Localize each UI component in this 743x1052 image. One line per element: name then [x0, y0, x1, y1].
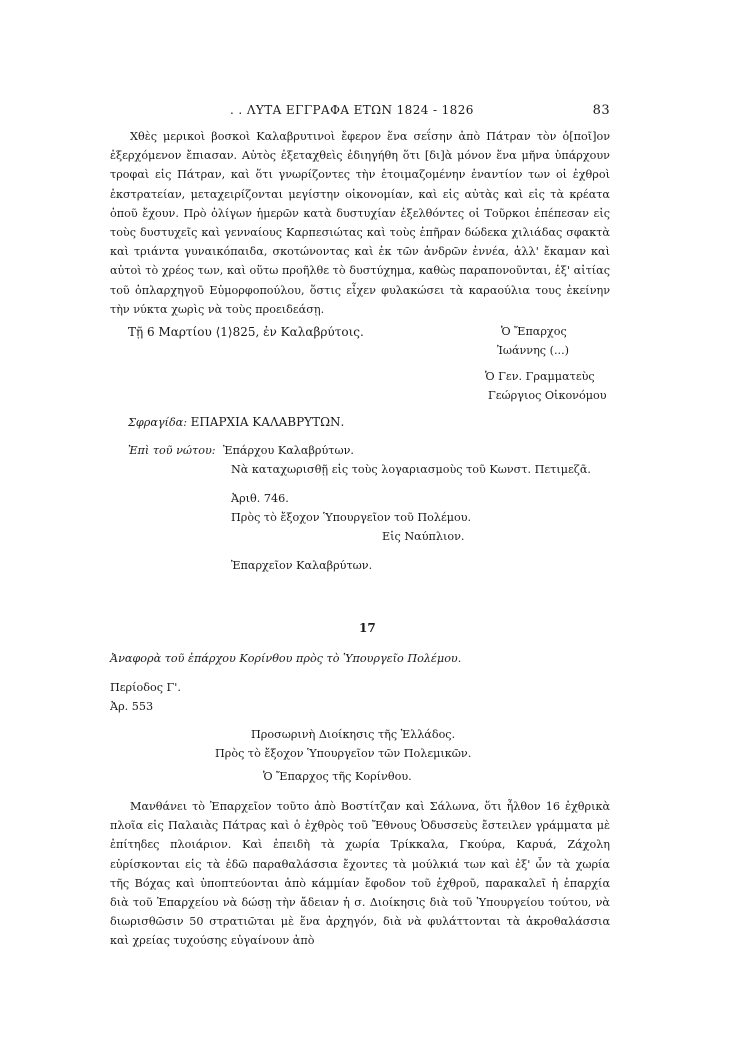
seal-text: ΕΠΑΡΧΙΑ ΚΑΛΑΒΡΥΤΩΝ.: [190, 415, 345, 429]
sender: Ὁ Ἔπαρχος τῆς Κορίνθου.: [263, 770, 412, 783]
verso-line-1: Ἐπάρχου Καλαβρύτων.: [223, 444, 354, 457]
ar-number: Ἀρ. 553: [110, 700, 154, 713]
seal-line: [128, 415, 344, 429]
arith-number: Ἀριθ. 746.: [231, 492, 289, 505]
address-line-2: Πρὸς τὸ ἔξοχον Ὑπουργεῖον τῶν Πολεμικῶν.: [215, 747, 472, 760]
header-title: . . ΛΥΤΑ ΕΓΓΡΑΦΑ ΕΤΩΝ 1824 - 1826: [230, 103, 474, 117]
verso-label: Ἐπὶ τοῦ νώτου:: [128, 444, 216, 457]
running-header: [230, 103, 610, 117]
eparcheion: Ἐπαρχεῖον Καλαβρύτων.: [231, 559, 373, 572]
page-number: 83: [592, 103, 610, 118]
secretary-name: Γεώργιος Οἰκονόμου: [488, 389, 607, 402]
eparch-title: Ὁ Ἔπαρχος: [501, 325, 567, 338]
period: Περίοδος Γ'.: [110, 681, 181, 694]
verso-line-2: Νὰ καταχωρισθῇ εἰς τοὺς λογαριασμοὺς τοῦ Κωνστ. Πετιμεζᾶ.: [231, 463, 591, 476]
eparch-name: Ἰωάννης (...): [497, 344, 570, 357]
destination: Εἰς Ναύπλιον.: [382, 530, 465, 543]
doc16-paragraph: Χθὲς μερικοὶ βοσκοὶ Καλαβρυτινοὶ ἔφερον ἕνα σεΐσην ἀπὸ Πάτραν τὸν ὁ[ποῖ]ον ἐξερχόμενον ἔπιασαν. Αὐτὸς ἐξεταχθεὶς ἐδιηγήθη ὅτι [δι]ὰ μόνον ἕνα μῆνα ὑπάρχουν τροφαὶ εἰς Πάτραν, καὶ ὅτι γνωρίζοντες τὴν ἑτοιμαζομένην ἐναντίον των οἱ ἐχθροὶ ἐκστρατείαν, μεταχειρίζονται μεγίστην οἰκονομίαν, καὶ εἰς αὐτὰς καὶ εἰς τὰ κρέατα ὁποῦ ἔχουν. Πρὸ ὀλίγων ἡμερῶν κατὰ δυστυχίαν ἐξελθόντες οἱ Τοῦρκοι ἐπέπεσαν εἰς τοὺς δυστυχεῖς καὶ γενναίους Καρπεσιώτας καὶ τοὺς ἐπῆραν δώδεκα χιλιάδας σφακτὰ καὶ τριάντα γυναικόπαιδα, σκοτώνοντας καὶ ἐκ τῶν ἀνδρῶν ἐννέα, ἀλλ' ἔκαμαν καὶ αὐτοὶ τὸ χρέος των, καὶ οὕτω προῆλθε τὸ δυστύχημα, καθὼς παραπονοῦνται, ἐξ' αἰτίας τοῦ ὁπλαρχηγοῦ Εὐμορφοπούλου, ὅστις εἶχεν φυλακώσει τὰ καραούλια τους ἐκείνην τὴν νύκτα χωρὶς νὰ τοὺς προειδεάσῃ.: [110, 130, 610, 316]
doc17-heading: Ἀναφορὰ τοῦ ἐπάρχου Κορίνθου πρὸς τὸ Ὑπουργεῖο Πολέμου.: [110, 652, 462, 665]
doc17-paragraph: Μανθάνει τὸ Ἐπαρχεῖον τοῦτο ἀπὸ Βοστίτζαν καὶ Σάλωνα, ὅτι ἦλθον 16 ἐχθρικὰ πλοῖα εἰς Παλαιὰς Πάτρας καὶ ὁ ἐχθρὸς τοῦ Ἔθνους Ὀδυσσεὺς ἔστειλεν γράμματα μὲ ἐπίτηδες πλοιάριον. Καὶ ἐπειδὴ τὰ χωρία Τρίκκαλα, Γκούρα, Καρυά, Ζάχολη εὑρίσκονται εἰς τὰ ἐδῶ παραθαλάσσια ἔχοντες τὰ μούλκιά των καὶ ἐξ' ὧν τὰ χωρία τῆς Βόχας καὶ ὑποπτεύονται ἀπὸ κάμμίαν ἔφοδον τοῦ ἐχθροῦ, παρακαλεῖ ἡ ἐπαρχία διὰ τοῦ Ἐπαρχείου νὰ δώσῃ τὴν ἄδειαν ἡ σ. Διοίκησις διὰ τοῦ Ὑπουργείου τούτου, νὰ διωρισθῶσιν 50 στρατιῶται μὲ ἕνα ἀρχηγόν, διὰ νὰ φυλάττονται τὰ ἀκροθαλάσσια καὶ χρείας τυχούσης εὐγαίνουν ἀπὸ: [110, 800, 610, 948]
secretary-title: Ὁ Γεν. Γραμματεὺς: [485, 370, 595, 383]
addressee: Πρὸς τὸ ἔξοχον Ὑπουργεῖον τοῦ Πολέμου.: [231, 511, 472, 524]
address-line-1: Προσωρινὴ Διοίκησις τῆς Ἑλλάδος.: [251, 728, 456, 741]
date-place: Τῇ 6 Μαρτίου ⟨1⟩825, ἐν Καλαβρύτοις.: [128, 325, 364, 339]
seal-label: Σφραγίδα:: [128, 416, 188, 429]
doc17-number: 17: [359, 621, 376, 635]
